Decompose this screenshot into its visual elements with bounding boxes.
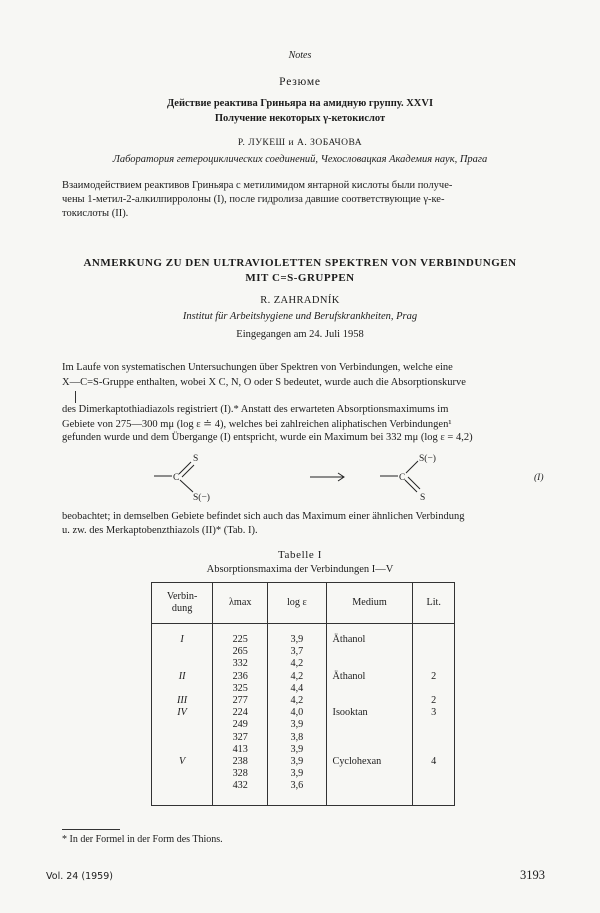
cell-log-e: 3,9 xyxy=(268,719,326,731)
cell-compound xyxy=(152,744,213,756)
table-row xyxy=(152,744,455,756)
header-medium: Medium xyxy=(326,583,413,624)
paragraph-line: X—C=S-Gruppe enthalten, wobei X C, N, O oder S bedeutet, wurde auch die Absorptionskurve xyxy=(62,377,466,388)
cell-lambda: 236 xyxy=(213,671,268,683)
cell-compound xyxy=(152,683,213,695)
paragraph-line: gefunden wurde und dem Übergange (I) entspricht, wurde ein Maximum bei 332 mμ (log ε = 4,2) xyxy=(62,432,473,443)
cell-log-e: 3,9 xyxy=(268,768,326,780)
thione-thiol-formula xyxy=(62,450,552,506)
cell-medium xyxy=(326,780,413,805)
bond-vertical-line xyxy=(75,391,76,403)
cell-log-e: 3,6 xyxy=(268,780,326,805)
resume-authors: Р. ЛУКЕШ и А. ЗОБАЧОВА xyxy=(237,138,363,148)
received-date: Eingegangen am 24. Juli 1958 xyxy=(236,329,364,340)
cell-medium: Isooktan xyxy=(326,707,413,719)
cell-lit: 4 xyxy=(413,756,455,768)
cell-lit: 3 xyxy=(413,707,455,719)
cell-lit xyxy=(413,768,455,780)
cell-lit xyxy=(413,658,455,670)
cell-lambda: 413 xyxy=(213,744,268,756)
cell-lambda: 238 xyxy=(213,756,268,768)
table-row xyxy=(152,719,455,731)
cell-lit xyxy=(413,624,455,647)
cell-medium xyxy=(326,768,413,780)
paragraph-line: Gebiete von 275—300 mμ (log ε ≐ 4), welches bei zahlreichen aliphatischen Verbindungen¹ xyxy=(62,419,452,430)
table-row xyxy=(152,658,455,670)
table-row xyxy=(152,683,455,695)
cell-lambda: 225 xyxy=(213,624,268,647)
cell-compound: II xyxy=(152,671,213,683)
header-lit: Lit. xyxy=(413,583,455,624)
cell-compound: I xyxy=(152,624,213,647)
table-row xyxy=(152,671,455,683)
cell-log-e: 3,8 xyxy=(268,732,326,744)
table-subtitle: Absorptionsmaxima der Verbindungen I—V xyxy=(206,564,394,575)
cell-log-e: 4,2 xyxy=(268,671,326,683)
cell-compound: III xyxy=(152,695,213,707)
cell-log-e: 3,9 xyxy=(268,756,326,768)
header-log-e: log ε xyxy=(268,583,326,624)
table-row xyxy=(152,732,455,744)
paragraph-line: beobachtet; in demselben Gebiete befindet sich auch das Maximum einer ähnlichen Verbindung xyxy=(62,511,465,522)
cell-lit: 2 xyxy=(413,695,455,707)
absorption-table xyxy=(151,582,455,806)
cell-medium xyxy=(326,695,413,707)
article-institute: Institut für Arbeitshygiene und Berufskrankheiten, Prag xyxy=(182,311,418,322)
atom-c: C xyxy=(173,473,180,483)
cell-medium: Cyclohexan xyxy=(326,756,413,768)
double-bond-b xyxy=(408,477,420,489)
cell-compound xyxy=(152,768,213,780)
double-bond-a xyxy=(405,480,417,492)
table-row xyxy=(152,780,455,805)
single-bond-up xyxy=(406,461,418,473)
article-title-line-1: ANMERKUNG ZU DEN ULTRAVIOLETTEN SPEKTREN VON VERBINDUNGEN xyxy=(83,257,517,269)
cell-compound: V xyxy=(152,756,213,768)
cell-log-e: 3,9 xyxy=(268,744,326,756)
double-bond-b xyxy=(182,465,194,477)
paragraph-line: des Dimerkaptothiadiazols registriert (I).* Anstatt des erwarteten Absorptionsmaximums im xyxy=(62,404,449,415)
atom-s-minus: S(−) xyxy=(193,493,210,503)
single-bond-down xyxy=(180,480,193,492)
cell-medium xyxy=(326,732,413,744)
cell-lit xyxy=(413,646,455,658)
table-row xyxy=(152,756,455,768)
resume-laboratory: Лаборатория гетероциклических соединений, Чехословацкая Академия наук, Прага xyxy=(112,154,488,165)
cell-lambda: 432 xyxy=(213,780,268,805)
cell-lambda: 332 xyxy=(213,658,268,670)
paragraph-line: u. zw. des Merkaptobenzthiazols (II)* (Tab. I). xyxy=(62,525,258,536)
cell-medium xyxy=(326,719,413,731)
cell-log-e: 3,9 xyxy=(268,624,326,647)
table-row xyxy=(152,624,455,647)
cell-medium xyxy=(326,744,413,756)
cell-lambda: 224 xyxy=(213,707,268,719)
cell-lit xyxy=(413,719,455,731)
atom-s-minus: S(−) xyxy=(419,454,436,464)
double-bond-a xyxy=(179,462,191,474)
footnote-rule xyxy=(62,829,120,830)
resume-line: чены 1-метил-2-алкилпирролоны (I), после гидролиза давшие соответствующие γ-ке- xyxy=(62,194,445,205)
cell-lambda: 277 xyxy=(213,695,268,707)
table-row xyxy=(152,768,455,780)
paragraph-line: Im Laufe von systematischen Untersuchungen über Spektren von Verbindungen, welche eine xyxy=(62,362,453,373)
cell-log-e: 3,7 xyxy=(268,646,326,658)
resume-title-line-2: Получение некоторых γ-кетокислот xyxy=(214,113,386,124)
cell-medium xyxy=(326,683,413,695)
atom-c: C xyxy=(399,473,406,483)
table-header-row xyxy=(152,583,455,624)
atom-s: S xyxy=(420,493,426,503)
cell-lambda: 327 xyxy=(213,732,268,744)
cell-compound: IV xyxy=(152,707,213,719)
cell-medium xyxy=(326,646,413,658)
table-row xyxy=(152,695,455,707)
cell-log-e: 4,2 xyxy=(268,695,326,707)
cell-lambda: 325 xyxy=(213,683,268,695)
cell-compound xyxy=(152,658,213,670)
article-author: R. ZAHRADNÍK xyxy=(260,295,340,306)
table-row xyxy=(152,707,455,719)
cell-compound xyxy=(152,646,213,658)
cell-lit xyxy=(413,780,455,805)
cell-lit xyxy=(413,744,455,756)
page-number: 3193 xyxy=(520,868,545,882)
cell-log-e: 4,4 xyxy=(268,683,326,695)
cell-lit: 2 xyxy=(413,671,455,683)
cell-lambda: 265 xyxy=(213,646,268,658)
article-title-line-2: MIT C=S-GRUPPEN xyxy=(245,272,355,284)
cell-compound xyxy=(152,732,213,744)
cell-lit xyxy=(413,732,455,744)
cell-medium: Äthanol xyxy=(326,624,413,647)
cell-lambda: 328 xyxy=(213,768,268,780)
formula-label: (I) xyxy=(534,473,544,483)
resume-heading: Резюме xyxy=(279,76,321,88)
cell-medium xyxy=(326,658,413,670)
resume-line: Взаимодействием реактивов Гриньяра с метилимидом янтарной кислоты были получе- xyxy=(62,180,453,191)
formula-bonds xyxy=(154,461,420,492)
cell-lambda: 249 xyxy=(213,719,268,731)
header-compound: Verbin- dung xyxy=(152,583,213,624)
table-caption: Tabelle I xyxy=(277,549,323,561)
atom-s: S xyxy=(193,454,199,464)
cell-medium: Äthanol xyxy=(326,671,413,683)
cell-lit xyxy=(413,683,455,695)
cell-log-e: 4,2 xyxy=(268,658,326,670)
volume-label: Vol. 24 (1959) xyxy=(46,871,113,882)
cell-log-e: 4,0 xyxy=(268,707,326,719)
footnote: * In der Formel in der Form des Thions. xyxy=(62,834,223,845)
table-row xyxy=(152,646,455,658)
cell-compound xyxy=(152,780,213,805)
resume-line: токислоты (II). xyxy=(62,208,129,219)
header-lambda: λmax xyxy=(213,583,268,624)
running-header: Notes xyxy=(288,50,312,61)
cell-compound xyxy=(152,719,213,731)
resume-title-line-1: Действие реактива Гриньяра на амидную группу. XXVI xyxy=(166,98,434,109)
